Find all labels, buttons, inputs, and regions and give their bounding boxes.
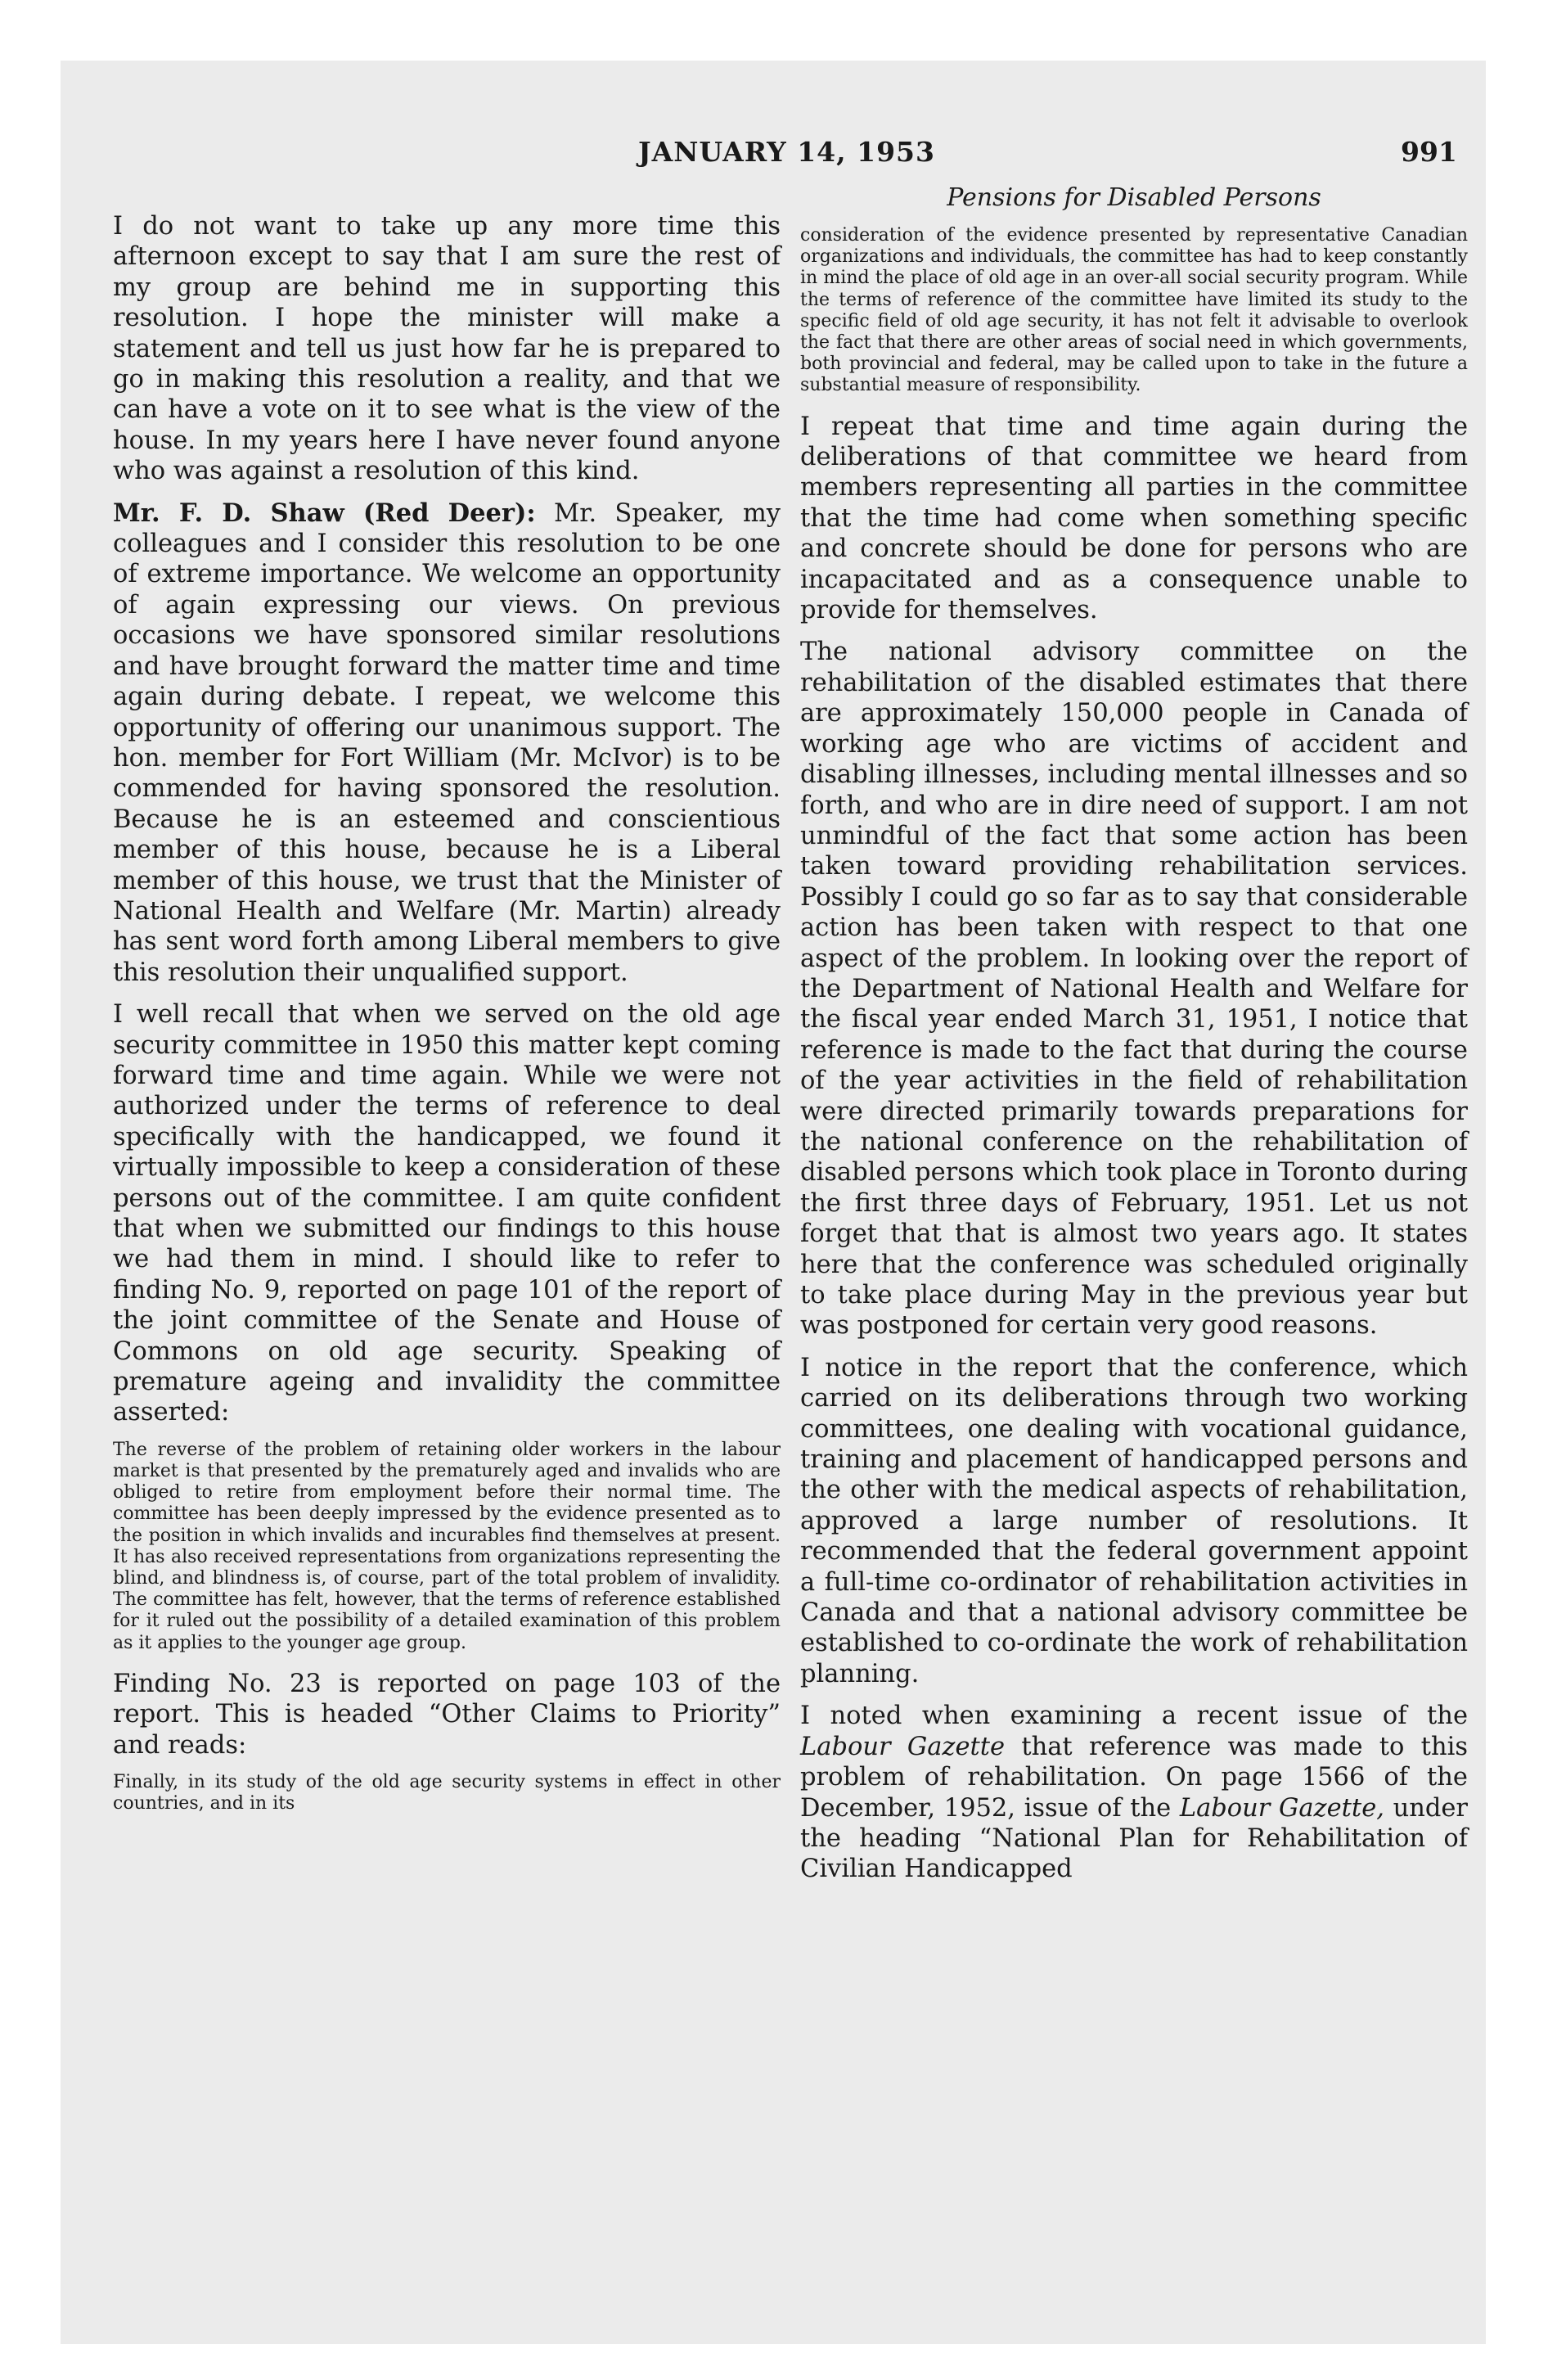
publication-title: Labour Gazette <box>800 1732 1006 1761</box>
block-quote: The reverse of the problem of retaining older workers in the labour market is that presented by the prematurely aged and invalids who are obliged to retire from employment before their normal time. The committee has been deeply impressed by the evidence presented as to the position in which invalids and incurables find themselves at present. It has also received representations from organizations representing the blind, and blindness is, of course, part of the total problem of invalidity. The committee has felt, however, that the terms of reference established for it ruled out the possibility of a detailed examination of this problem as it applies to the younger age group. <box>113 1439 781 1653</box>
text-run: under the heading “National Plan for Rehabilitation of Civilian Handicapped <box>800 1793 1469 1884</box>
text-run: I noted when examining a recent issue of the <box>800 1702 1468 1731</box>
speaker-name: Mr. F. D. Shaw (Red Deer): <box>113 498 536 528</box>
paragraph: I notice in the report that the conference, which carried on its deliberations through two working committees, one dealing with vocational guidance, training and placement of handicapped persons and the other with the medical aspects of rehabilitation, approved a large number of resolutions. It recommended that the federal government appoint a full-time co-ordinator of rehabilitation activities in Canada and that a national advisory committee be established to co-ordinate the work of rehabilitation planning. <box>800 1353 1468 1688</box>
page-header <box>0 136 1548 177</box>
page-number: 991 <box>1401 136 1457 168</box>
text-run: that reference was made to this problem of rehabilitation. On page 1566 of the December, 1952, issue of the <box>800 1732 1468 1823</box>
paragraph: I repeat that time and time again during the deliberations of that committee we heard from members representing all parties in the committee that the time had come when something specific and concrete should be done for persons who are incapacitated and as a consequence unable to provide for themselves. <box>800 412 1468 625</box>
paragraph: The national advisory committee on the rehabilitation of the disabled estimates that there are approximately 150,000 people in Canada of working age who are victims of accident and disabling illnesses, including mental illnesses and so forth, and who are in dire need of support. I am not unmindful of the fact that some action has been taken toward providing rehabilitation services. Possibly I could go so far as to say that considerable action has been taken with respect to that one aspect of the problem. In looking over the report of the Department of National Health and Welfare for the fiscal year ended March 31, 1951, I notice that reference is made to the fact that during the course of the year activities in the field of rehabilitation were directed primarily towards preparations for the national conference on the rehabilitation of disabled persons which took place in Toronto during the first three days of February, 1951. Let us not forget that that is almost two years ago. It states here that the conference was scheduled originally to take place during May in the previous year but was postponed for certain very good reasons. <box>800 638 1468 1341</box>
publication-title: Labour Gazette, <box>1179 1793 1384 1823</box>
paragraph <box>800 1701 1468 1884</box>
running-head: Pensions for Disabled Persons <box>947 183 1321 212</box>
paragraph: Finding No. 23 is reported on page 103 of the report. This is headed “Other Claims to Priority” and reads: <box>113 1669 781 1760</box>
left-column <box>113 211 781 1830</box>
block-quote-continued: consideration of the evidence presented by representative Canadian organizations and individuals, the committee has had to keep constantly in mind the place of old age in an over-all social security program. While the terms of reference of the committee have limited its study to the specific field of old age security, it has not felt it advisable to overlook the fact that there are other areas of social need in which governments, both provincial and federal, may be called upon to take in the future a substantial measure of responsibility. <box>800 225 1468 396</box>
block-quote: Finally, in its study of the old age security systems in effect in other countries, and in its <box>113 1772 781 1814</box>
right-column <box>800 183 1469 1896</box>
paragraph: I well recall that when we served on the old age security committee in 1950 this matter kept coming forward time and time again. While we were not authorized under the terms of reference to deal specifically with the handicapped, we found it virtually impossible to keep a consideration of these persons out of the committee. I am quite confident that when we submitted our findings to this house we had them in mind. I should like to refer to finding No. 9, reported on page 101 of the report of the joint committee of the Senate and House of Commons on old age security. Speaking of premature ageing and invalidity the committee asserted: <box>113 1000 781 1427</box>
paragraph <box>113 498 781 989</box>
header-date: JANUARY 14, 1953 <box>638 136 935 168</box>
paragraph: I do not want to take up any more time this afternoon except to say that I am sure the rest of my group are behind me in supporting this resolution. I hope the minister will make a statement and tell us just how far he is prepared to go in making this resolution a reality, and that we can have a vote on it to see what is the view of the house. In my years here I have never found anyone who was against a resolution of this kind. <box>113 212 781 486</box>
speech-text: Mr. Speaker, my colleagues and I consider this resolution to be one of extreme importance. We welcome an opportunity of again expressing our views. On previous occasions we have sponsored similar resolutions and have brought forward the matter time and time again during debate. I repeat, we welcome this opportunity of offering our unanimous support. The hon. member for Fort William (Mr. McIvor) is to be commended for having sponsored the resolution. Because he is an esteemed and conscientious member of this house, because he is a Liberal member of this house, we trust that the Minister of National Health and Welfare (Mr. Martin) already has sent word forth among Liberal members to give this resolution their unqualified support. <box>113 498 781 987</box>
